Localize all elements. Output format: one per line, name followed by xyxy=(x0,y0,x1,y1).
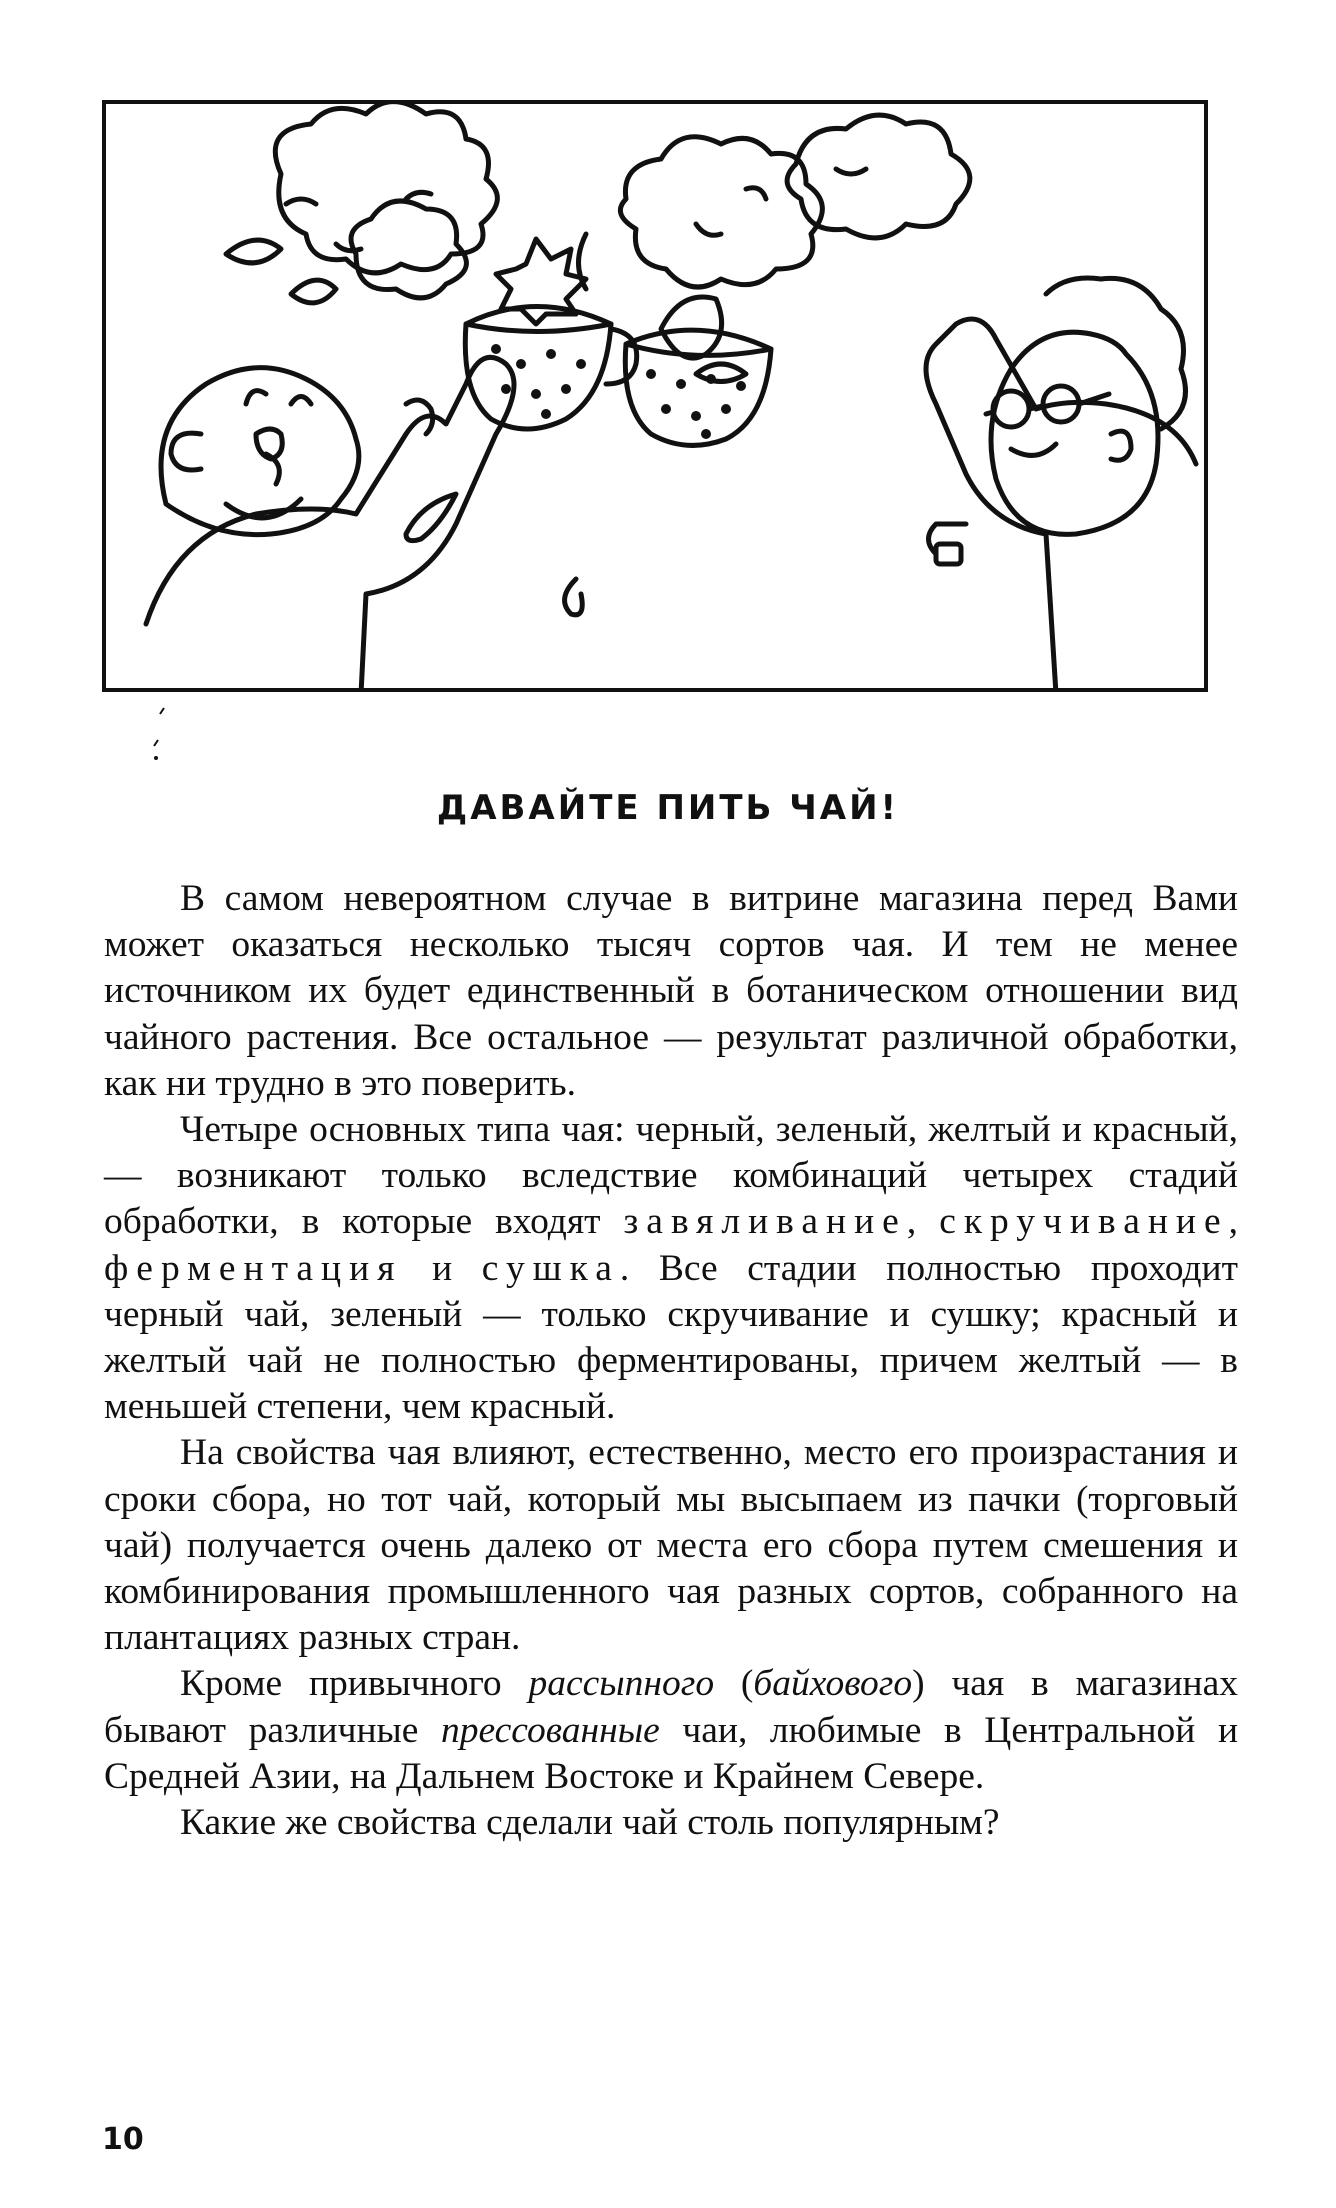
separator: , xyxy=(1228,1201,1238,1243)
spaced-term: скручивание xyxy=(939,1201,1229,1243)
spaced-term: ферментация xyxy=(104,1247,403,1289)
two-men-toasting-tea-cups-icon xyxy=(106,104,1204,688)
paragraph-2-rest: . Все стадии полностью проходит черный чай, зеленый — только скручивание и сушку; красный и желтый чай не полностью ферментированы, причем желтый — в меньшей степени, чем красный. xyxy=(104,1247,1238,1428)
page-number: 10 xyxy=(102,2122,144,2157)
paragraph-1: В самом невероятном случае в витрине магазина перед Вами может оказаться несколько тысяч сортов чая. И тем не менее источником их будет единственный в ботаническом отношении вид чайного растения. Все остальное — результат различной обработки, как ни трудно в это поверить. xyxy=(104,878,1238,1104)
tea-toast-illustration xyxy=(102,100,1208,692)
italic-term: байхового xyxy=(753,1663,913,1705)
separator: и xyxy=(402,1247,482,1289)
paragraph-4-middle: ) чая в магазинах бывают различные xyxy=(104,1663,1238,1751)
paragraph-3: На свойства чая влияют, естественно, место его произрастания и сроки сбора, но тот чай, который мы высыпаем из пачки (торговый чай) получается очень далеко от места его сбора путем смешения и комбинирования промышленного чая разных сортов, собранного на плантациях разных стран. xyxy=(104,1432,1238,1659)
paragraph-4-intro: Кроме привычного xyxy=(180,1663,529,1705)
paragraph-5: Какие же свойства сделали чай столь популярным? xyxy=(180,1802,1000,1844)
separator: , xyxy=(906,1201,940,1243)
page-title: ДАВАЙТЕ ПИТЬ ЧАЙ! xyxy=(436,788,900,828)
paragraph-2-intro: Четыре основных типа чая: черный, зеленый, желтый и красный, — возникают только вследствие комбинаций четырех стадий обработки, в которые входят xyxy=(104,1109,1238,1243)
italic-term: рассыпного xyxy=(528,1663,715,1705)
italic-term: прессованные xyxy=(441,1709,660,1751)
paragraph-4-rest: чаи, любимые в Центральной и Средней Азии, на Дальнем Востоке и Крайнем Севере. xyxy=(104,1709,1239,1797)
stray-marks-icon xyxy=(150,706,170,766)
paragraph-4 xyxy=(104,1661,1238,1800)
paragraph-2 xyxy=(104,1107,1238,1430)
article-body xyxy=(104,876,1238,1846)
spaced-term: завяливание xyxy=(623,1201,907,1243)
spaced-term: сушка xyxy=(481,1247,620,1289)
separator: ( xyxy=(714,1663,754,1705)
